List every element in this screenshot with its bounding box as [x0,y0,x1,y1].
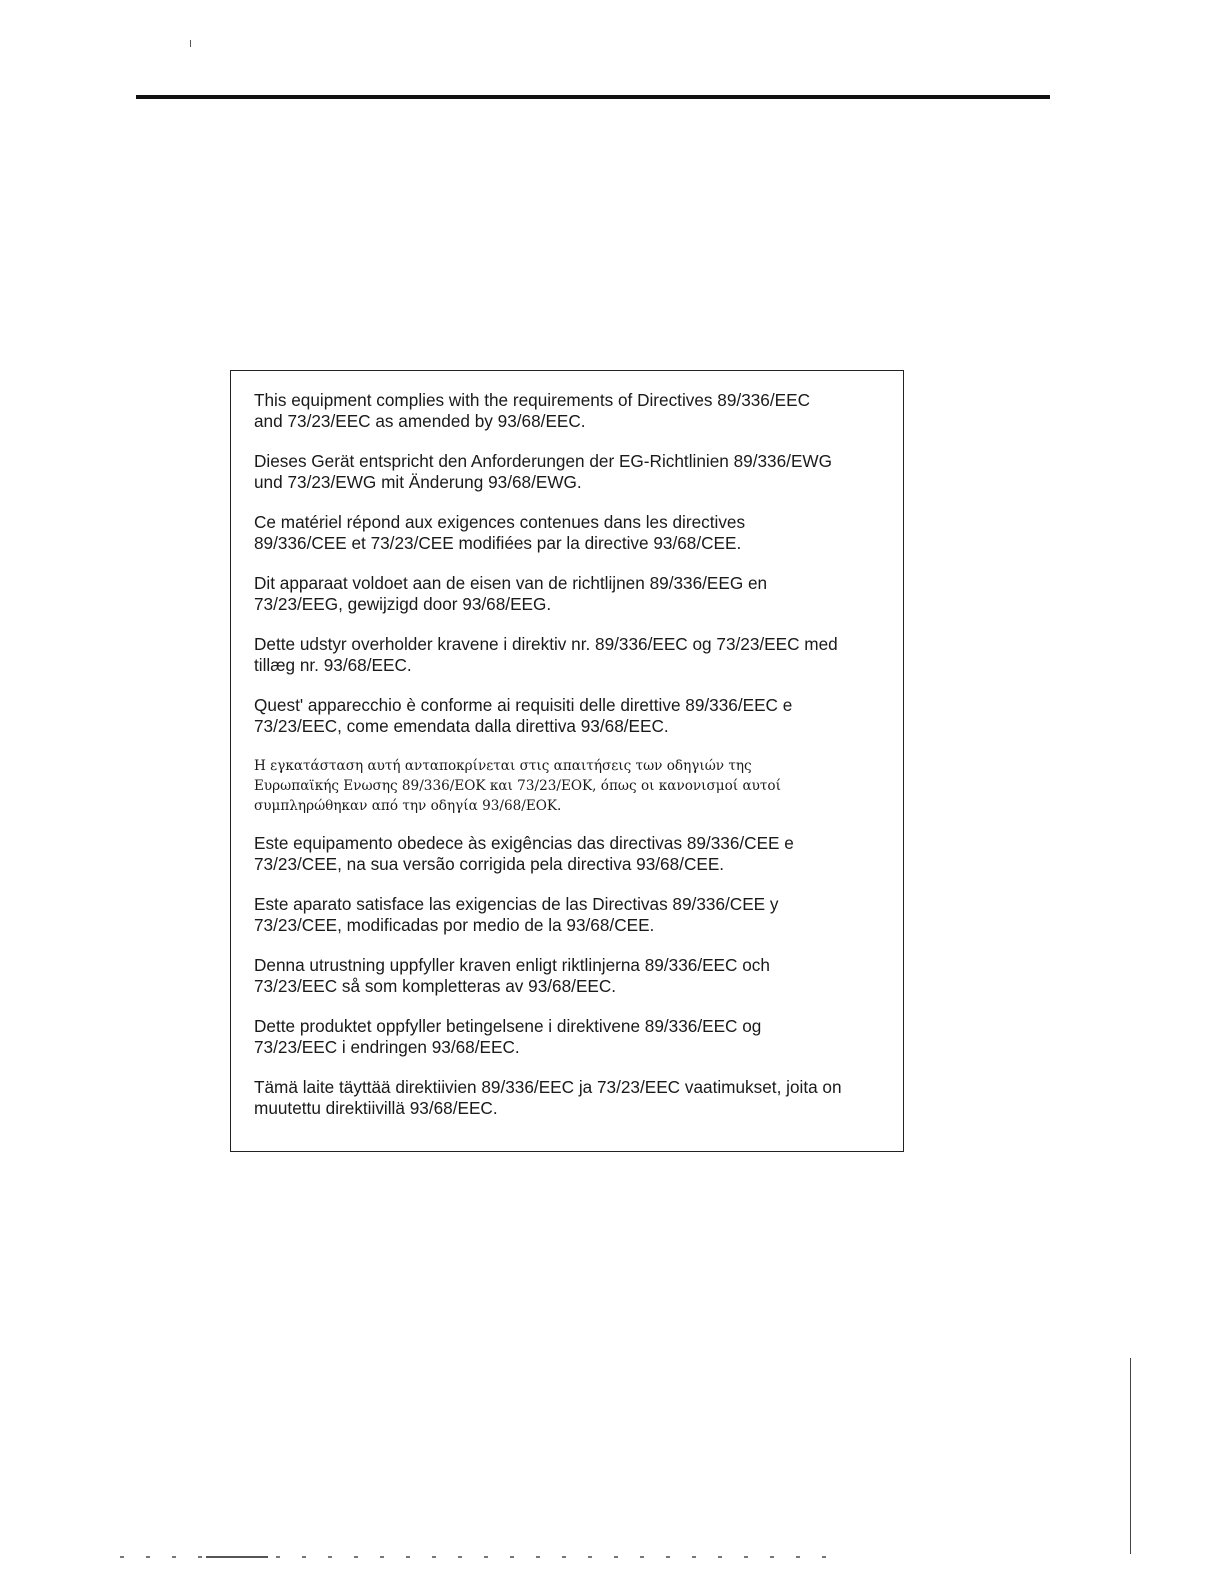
statement-portuguese: Este equipamento obedece às exigências das directivas 89/336/CEE e 73/23/CEE, na sua versão corrigida pela directiva 93/68/CEE. [254,833,794,874]
compliance-statements [254,390,894,1138]
margin-scan-line [1130,1358,1131,1554]
statement-german: Dieses Gerät entspricht den Anforderungen der EG-Richtlinien 89/336/EWG und 73/23/EWG mit Änderung 93/68/EWG. [254,451,832,492]
statement-spanish: Este aparato satisface las exigencias de las Directivas 89/336/CEE y 73/23/CEE, modificadas por medio de la 93/68/CEE. [254,894,779,935]
statement-finnish: Tämä laite täyttää direktiivien 89/336/EEC ja 73/23/EEC vaatimukset, joita on muutettu direktiivillä 93/68/EEC. [254,1077,842,1118]
statement-english: This equipment complies with the requirements of Directives 89/336/EEC and 73/23/EEC as amended by 93/68/EEC. [254,390,810,431]
statement-dutch: Dit apparaat voldoet aan de eisen van de richtlijnen 89/336/EEG en 73/23/EEG, gewijzigd door 93/68/EEG. [254,573,768,614]
statement-greek: Η εγκατάσταση αυτή ανταποκρίνεται στις απαιτήσεις των οδηγιών της Ευρωπαϊκής Ενωσης 89/336/ΕΟΚ και 73/23/ΕΟΚ, όπως οι κανονισμοί αυτοί συμπληρώθηκαν από την οδηγία 93/68/ΕΟΚ. [254,758,781,814]
statement-danish: Dette udstyr overholder kravene i direktiv nr. 89/336/EEC og 73/23/EEC med tillæg nr. 93/68/EEC. [254,634,838,675]
statement-swedish: Denna utrustning uppfyller kraven enligt riktlinjerna 89/336/EEC och 73/23/EEC så som kompletteras av 93/68/EEC. [254,955,770,996]
statement-french: Ce matériel répond aux exigences contenues dans les directives 89/336/CEE et 73/23/CEE modifiées par la directive 93/68/CEE. [254,512,746,553]
footer-scan-dash [206,1556,268,1558]
scan-speck [190,40,191,47]
statement-italian: Quest' apparecchio è conforme ai requisiti delle direttive 89/336/EEC e 73/23/EEC, come emendata dalla direttiva 93/68/EEC. [254,695,793,736]
header-rule [136,95,1050,99]
statement-norwegian: Dette produktet oppfyller betingelsene i direktivene 89/336/EEC og 73/23/EEC i endringen 93/68/EEC. [254,1016,762,1057]
